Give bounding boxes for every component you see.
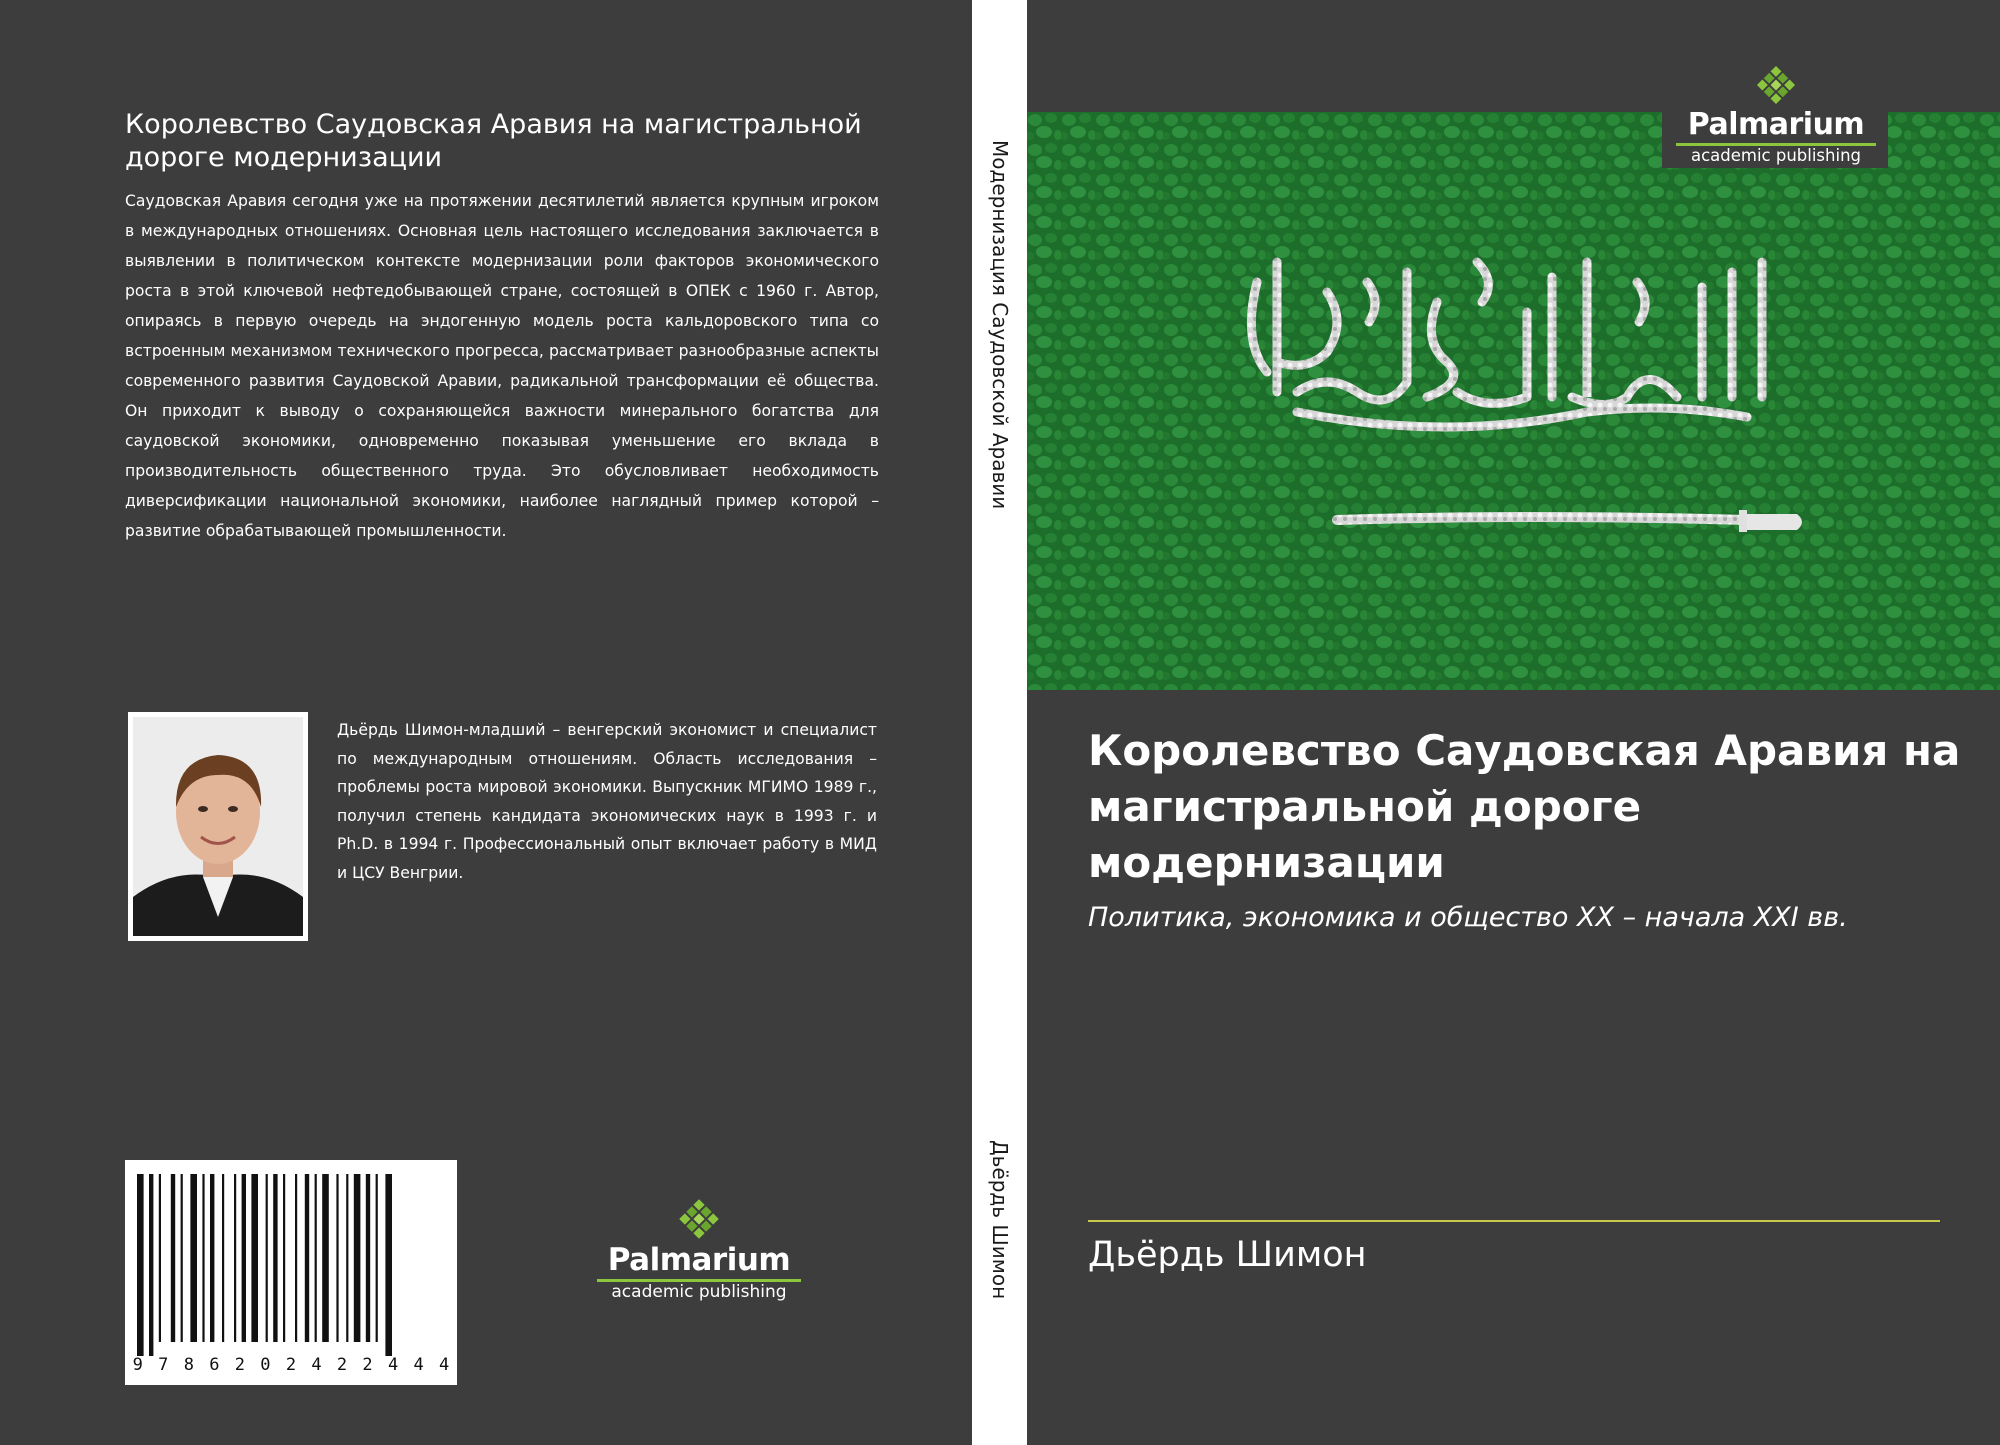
front-publisher-logo bbox=[1676, 60, 1876, 165]
barcode-bar bbox=[137, 1174, 144, 1356]
isbn-number bbox=[125, 1355, 457, 1375]
isbn-digit: 4 bbox=[311, 1355, 322, 1375]
back-cover-title: Королевство Саудовская Аравия на магистральной дороге модернизации bbox=[125, 109, 862, 173]
barcode-bar bbox=[385, 1174, 392, 1356]
barcode-bar bbox=[283, 1174, 285, 1342]
barcode-bar bbox=[222, 1174, 224, 1342]
barcode-bar bbox=[376, 1174, 378, 1342]
barcode-bar bbox=[242, 1174, 246, 1342]
barcode-bars bbox=[125, 1160, 457, 1385]
barcode-bar bbox=[181, 1174, 183, 1342]
barcode-bar bbox=[202, 1174, 204, 1342]
saudi-flag-image bbox=[1027, 107, 2000, 690]
barcode-bar bbox=[190, 1174, 197, 1342]
barcode-bar bbox=[322, 1174, 329, 1342]
publisher-tagline: academic publishing bbox=[611, 1282, 787, 1302]
front-cover-subtitle: Политика, экономика и общество XX – начала XXI вв. bbox=[1088, 902, 1848, 933]
isbn-digit: 9 bbox=[132, 1355, 143, 1375]
isbn-digit: 6 bbox=[209, 1355, 220, 1375]
barcode-bar bbox=[251, 1174, 258, 1342]
isbn-digit: 8 bbox=[183, 1355, 194, 1375]
isbn-digit: 2 bbox=[336, 1355, 348, 1375]
front-cover-author: Дьёрдь Шимон bbox=[1088, 1235, 1367, 1275]
palmarium-diamond-logo-icon bbox=[673, 1193, 725, 1245]
author-portrait-icon bbox=[133, 717, 303, 936]
barcode-bar bbox=[346, 1174, 348, 1342]
barcode-bar bbox=[171, 1174, 175, 1342]
isbn-digit: 4 bbox=[439, 1355, 450, 1375]
back-cover-description: Саудовская Аравия сегодня уже на протяжении десятилетий является крупным игроком в международных отношениях. Основная цель настоящего исследования заключается в выявлении в политическом контексте модернизации роли факторов экономического роста в этой ключевой нефтедобывающей стране, состоящей в ОПЕК с 1960 г. Автор, опираясь в первую очередь на эндогенную модель роста кальдоровского типа со встроенным механизмом технического прогресса, рассматривает разнообразные аспекты современного развития Саудовской Аравии, радикальной трансформации её общества. Он приходит к выводу о сохраняющейся важности минерального богатства для саудовской экономики, одновременно показывая уменьшение его вклада в производительность общественного труда. Это обусловливает необходимость диверсификации национальной экономики, наиболее наглядный пример которой – развитие обрабатывающей промышленности. bbox=[125, 192, 879, 540]
isbn-digit: 2 bbox=[285, 1355, 297, 1375]
publisher-tagline: academic publishing bbox=[1690, 146, 1862, 165]
author-bio: Дьёрдь Шимон-младший – венгерский экономист и специалист по международным отношениям. Область исследования – проблемы роста мировой экономики. Выпускник МГИМО 1989 г., получил степень кандидата экономических наук в 1993 г. и Ph.D. в 1994 г. Профессиональный опыт включает работу в МИД и ЦСУ Венгрии. bbox=[337, 721, 877, 882]
isbn-digit: 2 bbox=[362, 1355, 373, 1375]
isbn-digit: 2 bbox=[234, 1355, 246, 1375]
front-cover-title: Королевство Саудовская Аравия на магистральной дороге модернизации bbox=[1088, 726, 1961, 887]
publisher-name: Palmarium bbox=[607, 1242, 791, 1278]
barcode-bar bbox=[273, 1174, 277, 1342]
barcode-bar bbox=[305, 1174, 309, 1342]
barcode-bar bbox=[336, 1174, 338, 1342]
isbn-digit: 4 bbox=[413, 1355, 424, 1375]
barcode-bar bbox=[354, 1174, 361, 1342]
back-publisher-logo bbox=[597, 1193, 801, 1301]
spine-title: Модернизация Саудовской Аравии bbox=[988, 140, 1012, 510]
barcode-bar bbox=[159, 1174, 161, 1342]
barcode-bar bbox=[266, 1174, 268, 1342]
palmarium-diamond-logo-icon bbox=[1751, 60, 1801, 110]
author-divider bbox=[1088, 1220, 1940, 1222]
isbn-digit: 0 bbox=[260, 1355, 271, 1375]
author-photo bbox=[128, 712, 308, 941]
barcode-bar bbox=[366, 1174, 370, 1342]
spine-author: Дьёрдь Шимон bbox=[988, 1140, 1012, 1300]
barcode-bar bbox=[234, 1174, 236, 1342]
barcode-bar bbox=[315, 1174, 317, 1342]
barcode-bar bbox=[149, 1174, 153, 1356]
isbn-digit: 4 bbox=[387, 1355, 399, 1375]
barcode-bar bbox=[210, 1174, 214, 1342]
publisher-name: Palmarium bbox=[1687, 107, 1865, 142]
isbn-digit: 7 bbox=[158, 1355, 169, 1375]
barcode-bar bbox=[295, 1174, 297, 1342]
isbn-barcode bbox=[125, 1160, 457, 1385]
